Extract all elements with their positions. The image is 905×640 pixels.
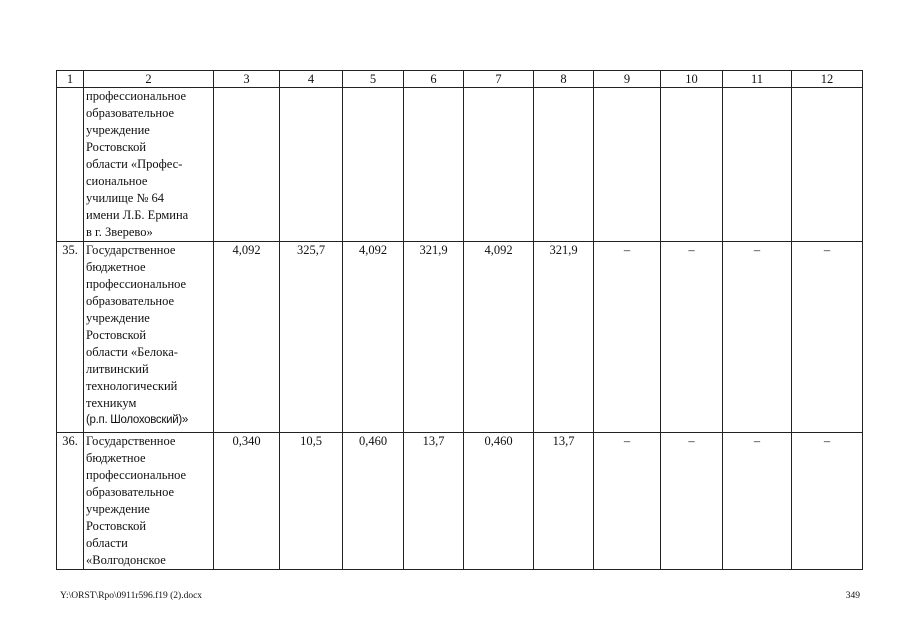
name-line: бюджетное — [86, 260, 146, 274]
row-number: 36. — [57, 433, 84, 570]
name-line: технологический — [86, 379, 178, 393]
name-line: Государственное — [86, 243, 176, 257]
header-cell: 7 — [464, 71, 534, 88]
name-line: учреждение — [86, 502, 150, 516]
name-line: сиональное — [86, 174, 148, 188]
row-number — [57, 88, 84, 242]
value-cell: – — [723, 242, 792, 433]
name-line: профессиональное — [86, 89, 187, 103]
name-line: в г. Зверево» — [86, 225, 153, 239]
header-cell: 12 — [792, 71, 863, 88]
value-cell: – — [723, 433, 792, 570]
value-cell — [214, 88, 280, 242]
value-cell: 13,7 — [534, 433, 594, 570]
name-line: Ростовской — [86, 328, 147, 342]
header-cell: 1 — [57, 71, 84, 88]
name-line: области «Белока- — [86, 345, 178, 359]
value-cell: 4,092 — [464, 242, 534, 433]
name-line: Ростовской — [86, 519, 147, 533]
header-cell: 11 — [723, 71, 792, 88]
value-cell: – — [792, 433, 863, 570]
value-cell: 321,9 — [404, 242, 464, 433]
value-cell — [464, 88, 534, 242]
footer-file-path: Y:\ORST\Rpo\0911r596.f19 (2).docx — [60, 591, 203, 601]
name-line: учреждение — [86, 311, 150, 325]
name-line: литвинский — [86, 362, 149, 376]
value-cell: 321,9 — [534, 242, 594, 433]
header-cell: 9 — [594, 71, 661, 88]
table-row — [57, 242, 863, 433]
institution-name — [84, 88, 214, 242]
value-cell — [404, 88, 464, 242]
value-cell — [661, 88, 723, 242]
value-cell — [280, 88, 343, 242]
name-line: училище № 64 — [86, 191, 165, 205]
value-cell — [594, 88, 661, 242]
value-cell: 0,340 — [214, 433, 280, 570]
name-line: области — [86, 536, 128, 550]
value-cell: 13,7 — [404, 433, 464, 570]
name-line: учреждение — [86, 123, 150, 137]
value-cell: – — [661, 242, 723, 433]
name-line: техникум — [86, 396, 137, 410]
header-cell: 4 — [280, 71, 343, 88]
header-cell: 6 — [404, 71, 464, 88]
header-cell: 2 — [84, 71, 214, 88]
value-cell — [343, 88, 404, 242]
name-line: «Волгодонское — [86, 553, 166, 567]
name-line: (р.п. Шолоховский)» — [86, 414, 188, 426]
header-cell: 3 — [214, 71, 280, 88]
footer-page-number: 349 — [845, 591, 860, 601]
name-line: образовательное — [86, 485, 175, 499]
value-cell: 0,460 — [343, 433, 404, 570]
value-cell — [723, 88, 792, 242]
name-line: Государственное — [86, 434, 176, 448]
name-line: Ростовской — [86, 140, 147, 154]
name-line: имени Л.Б. Ермина — [86, 208, 189, 222]
header-cell: 5 — [343, 71, 404, 88]
value-cell: 325,7 — [280, 242, 343, 433]
header-row — [57, 71, 863, 88]
value-cell: 4,092 — [343, 242, 404, 433]
header-cell: 10 — [661, 71, 723, 88]
name-line: области «Профес- — [86, 157, 183, 171]
name-line: образовательное — [86, 294, 175, 308]
value-cell: 4,092 — [214, 242, 280, 433]
value-cell: – — [661, 433, 723, 570]
institution-name — [84, 242, 214, 433]
data-table — [56, 70, 863, 570]
name-line: профессиональное — [86, 277, 187, 291]
value-cell — [792, 88, 863, 242]
value-cell — [534, 88, 594, 242]
header-cell: 8 — [534, 71, 594, 88]
institution-name — [84, 433, 214, 570]
name-line: профессиональное — [86, 468, 187, 482]
name-line: образовательное — [86, 106, 175, 120]
value-cell: – — [792, 242, 863, 433]
table-row — [57, 88, 863, 242]
table-row — [57, 433, 863, 570]
name-line: бюджетное — [86, 451, 146, 465]
value-cell: 0,460 — [464, 433, 534, 570]
value-cell: 10,5 — [280, 433, 343, 570]
value-cell: – — [594, 242, 661, 433]
value-cell: – — [594, 433, 661, 570]
row-number: 35. — [57, 242, 84, 433]
